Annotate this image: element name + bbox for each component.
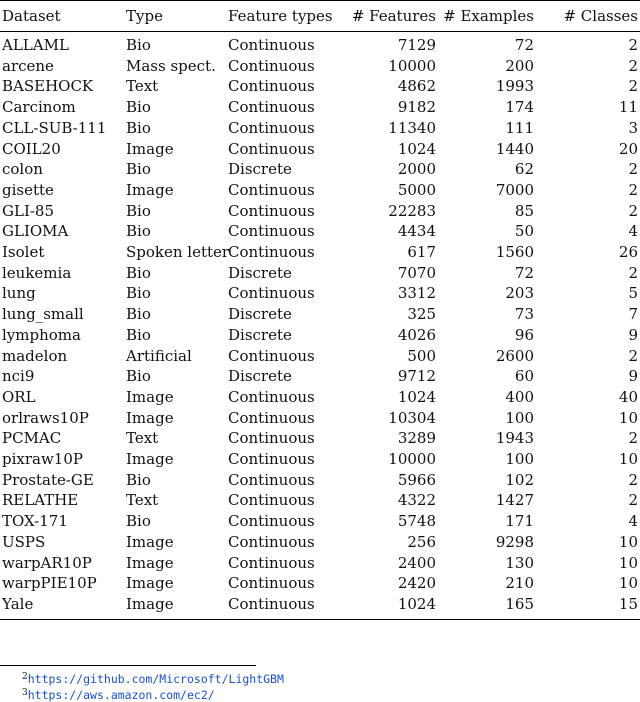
cell-type: Image: [126, 387, 174, 406]
cell-num-examples: 102: [505, 470, 534, 489]
cell-num-examples: 96: [514, 325, 534, 344]
cell-dataset: GLIOMA: [2, 222, 69, 241]
cell-dataset: pixraw10P: [2, 450, 83, 469]
cell-dataset: GLI-85: [2, 201, 55, 220]
cell-num-examples: 174: [505, 98, 534, 117]
cell-num-classes: 2: [628, 491, 638, 510]
cell-type: Image: [126, 408, 174, 427]
cell-feature-types: Continuous: [228, 180, 315, 199]
cell-num-features: 4862: [397, 77, 436, 96]
cell-num-examples: 200: [505, 56, 534, 75]
cell-num-features: 22283: [388, 201, 436, 220]
cell-feature-types: Continuous: [228, 139, 315, 158]
cell-dataset: lung_small: [2, 305, 84, 324]
cell-type: Spoken letter: [126, 243, 230, 262]
cell-num-features: 256: [407, 532, 436, 551]
table-row: [0, 283, 640, 304]
footnote-3: [22, 686, 215, 702]
cell-num-classes: 10: [618, 553, 638, 572]
table-row: [0, 56, 640, 77]
table-row: [0, 263, 640, 284]
cell-feature-types: Continuous: [228, 222, 315, 241]
cell-feature-types: Continuous: [228, 429, 315, 448]
cell-feature-types: Continuous: [228, 346, 315, 365]
cell-num-examples: 1993: [495, 77, 534, 96]
table-row: [0, 76, 640, 97]
cell-num-examples: 1440: [495, 139, 534, 158]
cell-num-classes: 2: [628, 160, 638, 179]
cell-num-classes: 3: [628, 118, 638, 137]
table-row: [0, 594, 640, 619]
cell-num-features: 2400: [397, 553, 436, 572]
cell-num-examples: 203: [505, 284, 534, 303]
cell-dataset: leukemia: [2, 263, 72, 282]
cell-num-examples: 2600: [495, 346, 534, 365]
cell-dataset: Yale: [2, 594, 34, 613]
table-row: [0, 553, 640, 574]
cell-type: Bio: [126, 36, 151, 54]
cell-num-classes: 4: [628, 222, 638, 241]
cell-num-features: 2420: [397, 574, 436, 593]
cell-num-classes: 2: [628, 429, 638, 448]
cell-type: Text: [126, 491, 159, 510]
cell-feature-types: Continuous: [228, 491, 315, 510]
cell-dataset: warpAR10P: [2, 553, 92, 572]
cell-num-examples: 9298: [495, 532, 534, 551]
cell-feature-types: Continuous: [228, 36, 315, 54]
table-row: [0, 573, 640, 594]
table-row: [0, 201, 640, 222]
footnote-2: [22, 670, 284, 686]
table-row: [0, 346, 640, 367]
cell-type: Bio: [126, 263, 151, 282]
cell-num-examples: 111: [505, 118, 534, 137]
cell-num-features: 7129: [397, 36, 436, 54]
cell-type: Bio: [126, 201, 151, 220]
cell-num-classes: 26: [618, 243, 638, 262]
cell-dataset: lung: [2, 284, 36, 303]
table-row: [0, 532, 640, 553]
cell-dataset: arcene: [2, 56, 54, 75]
table-row: [0, 387, 640, 408]
cell-type: Bio: [126, 325, 151, 344]
footnote-link[interactable]: https://aws.amazon.com/ec2/: [27, 688, 215, 702]
cell-num-examples: 72: [514, 36, 534, 54]
table-row: [0, 97, 640, 118]
cell-num-examples: 50: [514, 222, 534, 241]
table-row: [0, 304, 640, 325]
cell-num-classes: 7: [628, 305, 638, 324]
footnote-mark: 3: [22, 688, 28, 698]
header-num-examples: # Examples: [443, 7, 534, 25]
cell-num-classes: 2: [628, 77, 638, 96]
cell-type: Image: [126, 553, 174, 572]
cell-dataset: Isolet: [2, 243, 45, 262]
cell-num-features: 325: [407, 305, 436, 324]
cell-dataset: Carcinom: [2, 98, 76, 117]
cell-feature-types: Continuous: [228, 574, 315, 593]
cell-num-features: 617: [407, 243, 436, 262]
cell-type: Bio: [126, 98, 151, 117]
cell-feature-types: Continuous: [228, 450, 315, 469]
cell-type: Bio: [126, 512, 151, 531]
cell-num-classes: 2: [628, 346, 638, 365]
cell-feature-types: Continuous: [228, 77, 315, 96]
cell-num-examples: 130: [505, 553, 534, 572]
table-row: [0, 242, 640, 263]
cell-num-features: 3289: [397, 429, 436, 448]
footnote-link[interactable]: https://github.com/Microsoft/LightGBM: [27, 672, 284, 686]
cell-dataset: warpPIE10P: [2, 574, 97, 593]
cell-num-examples: 73: [514, 305, 534, 324]
cell-num-features: 11340: [388, 118, 436, 137]
cell-num-classes: 2: [628, 201, 638, 220]
cell-num-features: 4026: [397, 325, 436, 344]
cell-num-classes: 2: [628, 470, 638, 489]
cell-num-features: 3312: [397, 284, 436, 303]
cell-num-classes: 5: [628, 284, 638, 303]
cell-feature-types: Continuous: [228, 512, 315, 531]
cell-type: Image: [126, 450, 174, 469]
cell-feature-types: Discrete: [228, 367, 292, 386]
cell-num-examples: 1427: [495, 491, 534, 510]
cell-type: Artificial: [126, 346, 192, 365]
cell-feature-types: Continuous: [228, 553, 315, 572]
cell-num-examples: 100: [505, 408, 534, 427]
cell-num-classes: 15: [618, 594, 638, 613]
cell-num-classes: 10: [618, 574, 638, 593]
cell-dataset: CLL-SUB-111: [2, 118, 107, 137]
cell-num-classes: 4: [628, 512, 638, 531]
table-row: [0, 511, 640, 532]
cell-feature-types: Discrete: [228, 305, 292, 324]
cell-feature-types: Continuous: [228, 470, 315, 489]
cell-num-features: 5000: [397, 180, 436, 199]
table-row: [0, 325, 640, 346]
cell-type: Bio: [126, 118, 151, 137]
cell-type: Text: [126, 429, 159, 448]
cell-num-examples: 60: [514, 367, 534, 386]
cell-feature-types: Continuous: [228, 98, 315, 117]
cell-type: Image: [126, 532, 174, 551]
cell-type: Image: [126, 139, 174, 158]
table-row: [0, 366, 640, 387]
cell-dataset: PCMAC: [2, 429, 62, 448]
cell-num-classes: 10: [618, 532, 638, 551]
cell-dataset: BASEHOCK: [2, 77, 94, 96]
table-row: [0, 139, 640, 160]
cell-type: Bio: [126, 305, 151, 324]
cell-feature-types: Continuous: [228, 594, 315, 613]
table-row: [0, 449, 640, 470]
cell-type: Bio: [126, 367, 151, 386]
table-row: [0, 32, 640, 56]
cell-num-examples: 210: [505, 574, 534, 593]
cell-num-features: 9182: [397, 98, 436, 117]
cell-num-examples: 100: [505, 450, 534, 469]
cell-dataset: lymphoma: [2, 325, 81, 344]
cell-feature-types: Continuous: [228, 387, 315, 406]
table-row: [0, 221, 640, 242]
cell-num-classes: 10: [618, 450, 638, 469]
cell-feature-types: Continuous: [228, 56, 315, 75]
cell-type: Text: [126, 77, 159, 96]
cell-dataset: gisette: [2, 180, 54, 199]
header-feature-types: Feature types: [228, 7, 333, 25]
cell-type: Image: [126, 594, 174, 613]
cell-num-features: 10304: [388, 408, 436, 427]
cell-num-classes: 40: [618, 387, 638, 406]
cell-num-features: 10000: [388, 56, 436, 75]
cell-num-examples: 1560: [495, 243, 534, 262]
cell-num-features: 4434: [397, 222, 436, 241]
cell-num-classes: 20: [618, 139, 638, 158]
cell-type: Bio: [126, 284, 151, 303]
header-type: Type: [126, 7, 163, 25]
header-num-features: # Features: [351, 7, 436, 25]
cell-num-classes: 2: [628, 36, 638, 54]
table-row: [0, 118, 640, 139]
cell-feature-types: Discrete: [228, 160, 292, 179]
cell-feature-types: Discrete: [228, 325, 292, 344]
table-header: [0, 1, 640, 32]
cell-type: Mass spect.: [126, 56, 216, 75]
cell-feature-types: Continuous: [228, 532, 315, 551]
cell-dataset: colon: [2, 160, 43, 179]
cell-num-features: 7070: [397, 263, 436, 282]
cell-num-examples: 85: [514, 201, 534, 220]
cell-type: Image: [126, 574, 174, 593]
header-num-classes: # Classes: [563, 7, 638, 25]
cell-feature-types: Continuous: [228, 118, 315, 137]
cell-dataset: Prostate-GE: [2, 470, 94, 489]
table-row: [0, 470, 640, 491]
table-body: [0, 32, 640, 620]
cell-dataset: nci9: [2, 367, 35, 386]
cell-num-features: 5748: [397, 512, 436, 531]
cell-num-examples: 1943: [495, 429, 534, 448]
table-row: [0, 490, 640, 511]
table-row: [0, 428, 640, 449]
cell-num-examples: 7000: [495, 180, 534, 199]
cell-type: Bio: [126, 222, 151, 241]
cell-num-features: 1024: [397, 594, 436, 613]
cell-num-classes: 2: [628, 56, 638, 75]
cell-type: Bio: [126, 160, 151, 179]
cell-feature-types: Continuous: [228, 408, 315, 427]
table-row: [0, 408, 640, 429]
cell-num-features: 1024: [397, 387, 436, 406]
cell-dataset: ALLAML: [2, 36, 69, 54]
cell-num-classes: 9: [628, 325, 638, 344]
cell-num-examples: 165: [505, 594, 534, 613]
cell-num-classes: 10: [618, 408, 638, 427]
cell-dataset: RELATHE: [2, 491, 79, 510]
footnote-mark: 2: [22, 672, 28, 682]
cell-feature-types: Discrete: [228, 263, 292, 282]
table-row: [0, 180, 640, 201]
cell-dataset: ORL: [2, 387, 36, 406]
cell-num-features: 10000: [388, 450, 436, 469]
cell-num-features: 9712: [397, 367, 436, 386]
cell-feature-types: Continuous: [228, 201, 315, 220]
table-row: [0, 159, 640, 180]
cell-num-examples: 72: [514, 263, 534, 282]
cell-type: Image: [126, 180, 174, 199]
cell-num-features: 500: [407, 346, 436, 365]
cell-dataset: TOX-171: [2, 512, 68, 531]
header-dataset: Dataset: [2, 7, 61, 25]
cell-num-features: 1024: [397, 139, 436, 158]
cell-num-classes: 2: [628, 180, 638, 199]
cell-num-examples: 62: [514, 160, 534, 179]
cell-num-features: 2000: [397, 160, 436, 179]
cell-num-examples: 400: [505, 387, 534, 406]
cell-num-features: 4322: [397, 491, 436, 510]
cell-num-classes: 9: [628, 367, 638, 386]
cell-num-classes: 2: [628, 263, 638, 282]
cell-dataset: madelon: [2, 346, 68, 365]
cell-num-classes: 11: [618, 98, 638, 117]
cell-feature-types: Continuous: [228, 243, 315, 262]
footnote-rule: [0, 665, 256, 666]
cell-dataset: COIL20: [2, 139, 61, 158]
cell-dataset: orlraws10P: [2, 408, 89, 427]
cell-type: Bio: [126, 470, 151, 489]
cell-dataset: USPS: [2, 532, 46, 551]
cell-num-features: 5966: [397, 470, 436, 489]
cell-num-examples: 171: [505, 512, 534, 531]
cell-feature-types: Continuous: [228, 284, 315, 303]
